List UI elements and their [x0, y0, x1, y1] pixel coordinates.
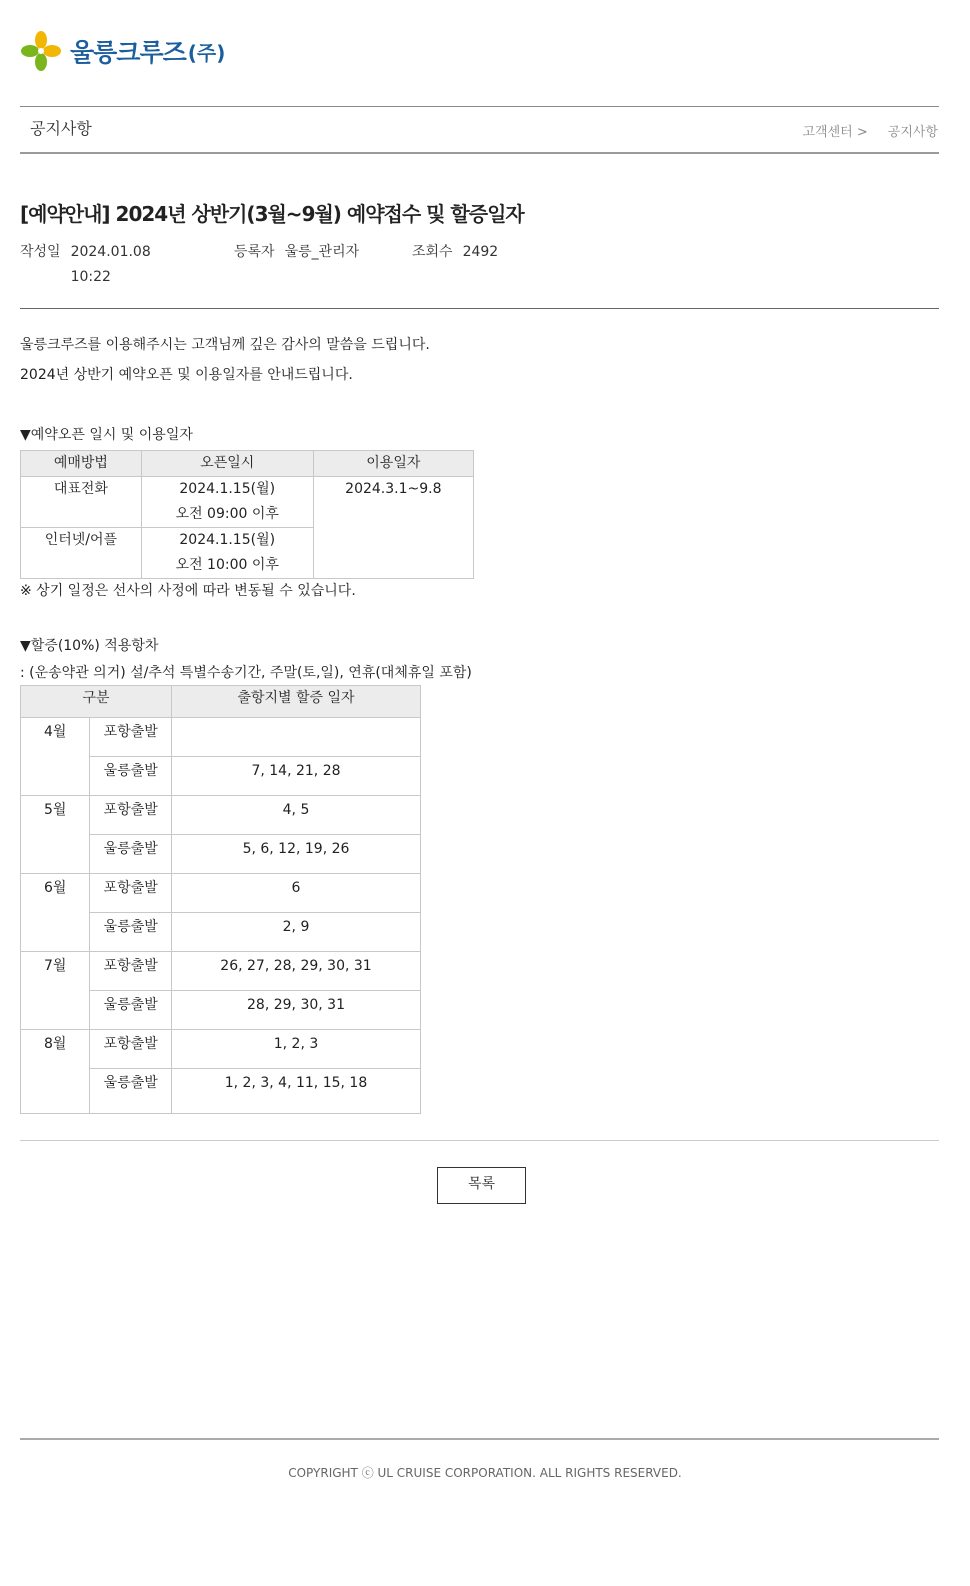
method-cell: 인터넷/어플	[21, 528, 142, 579]
surcharge-dates: 1, 2, 3, 4, 11, 15, 18	[172, 1069, 421, 1114]
author-value: 울릉_관리자	[284, 244, 360, 260]
surcharge-dates: 2, 9	[172, 913, 421, 952]
departure-label: 울릉출발	[90, 1069, 172, 1114]
list-button[interactable]: 목록	[437, 1167, 526, 1204]
surcharge-dates	[172, 718, 421, 757]
footer-divider	[20, 1438, 939, 1440]
open-date: 2024.1.15(월)	[179, 481, 276, 497]
departure-label: 포항출발	[90, 718, 172, 757]
views-label: 조회수	[412, 244, 453, 260]
month-cell: 8월	[21, 1030, 90, 1114]
table-header: 오픈일시	[141, 451, 313, 477]
month-cell: 5월	[21, 796, 90, 874]
open-time: 오전 09:00 이후	[175, 506, 279, 522]
header-divider-top	[20, 106, 939, 107]
content-divider	[20, 308, 939, 309]
open-schedule-table	[20, 450, 474, 579]
table-row	[21, 477, 474, 528]
table-row	[21, 718, 421, 757]
method-cell: 대표전화	[21, 477, 142, 528]
table-header: 예매방법	[21, 451, 142, 477]
views-value: 2492	[462, 244, 499, 260]
section-open-title: ▼예약오픈 일시 및 이용일자	[20, 427, 193, 443]
table-row	[21, 796, 421, 835]
month-cell: 7월	[21, 952, 90, 1030]
open-date: 2024.1.15(월)	[179, 532, 276, 548]
departure-label: 포항출발	[90, 874, 172, 913]
breadcrumb	[783, 121, 939, 140]
open-time: 오전 10:00 이후	[175, 557, 279, 573]
brand-name: 울릉크루즈	[70, 38, 186, 67]
month-cell: 6월	[21, 874, 90, 952]
brand-logo[interactable]	[20, 30, 225, 72]
surcharge-dates: 28, 29, 30, 31	[172, 991, 421, 1030]
date-value: 2024.01.08	[70, 244, 151, 260]
table-header: 출항지별 할증 일자	[172, 686, 421, 718]
breadcrumb-item-support[interactable]: 고객센터 >	[802, 125, 868, 140]
post-title: [예약안내] 2024년 상반기(3월~9월) 예약접수 및 할증일자	[20, 202, 524, 226]
departure-label: 울릉출발	[90, 835, 172, 874]
surcharge-dates: 5, 6, 12, 19, 26	[172, 835, 421, 874]
use-period-cell: 2024.3.1~9.8	[313, 477, 473, 579]
table-header: 구분	[21, 686, 172, 718]
date-label: 작성일	[20, 244, 61, 260]
post-date	[20, 240, 151, 290]
departure-label: 포항출발	[90, 796, 172, 835]
open-cell	[141, 528, 313, 579]
content-end-divider	[20, 1140, 939, 1141]
header-divider-bottom	[20, 152, 939, 154]
surcharge-table	[20, 685, 421, 1114]
surcharge-dates: 7, 14, 21, 28	[172, 757, 421, 796]
author-label: 등록자	[234, 244, 275, 260]
open-cell	[141, 477, 313, 528]
surcharge-subtitle: : (운송약관 의거) 설/추석 특별수송기간, 주말(토,일), 연휴(대체휴일 포함)	[20, 665, 472, 681]
table-header-row	[21, 451, 474, 477]
schedule-note: ※ 상기 일정은 선사의 사정에 따라 변동될 수 있습니다.	[20, 583, 356, 599]
surcharge-dates: 26, 27, 28, 29, 30, 31	[172, 952, 421, 991]
post-content	[20, 330, 939, 1114]
page-title: 공지사항	[30, 119, 92, 138]
table-row	[21, 952, 421, 991]
departure-label: 포항출발	[90, 1030, 172, 1069]
departure-label: 울릉출발	[90, 991, 172, 1030]
post-author	[234, 240, 359, 265]
clover-logo-icon	[20, 30, 62, 72]
intro-line-2: 2024년 상반기 예약오픈 및 이용일자를 안내드립니다.	[20, 367, 353, 383]
table-header: 이용일자	[313, 451, 473, 477]
departure-label: 울릉출발	[90, 913, 172, 952]
time-value: 10:22	[70, 269, 111, 285]
surcharge-dates: 1, 2, 3	[172, 1030, 421, 1069]
surcharge-dates: 6	[172, 874, 421, 913]
brand-suffix: (주)	[187, 40, 226, 65]
post-views	[412, 240, 498, 265]
section-surcharge-title: ▼할증(10%) 적용항차	[20, 638, 159, 654]
surcharge-dates: 4, 5	[172, 796, 421, 835]
departure-label: 울릉출발	[90, 757, 172, 796]
footer-copyright: COPYRIGHT ⓒ UL CRUISE CORPORATION. ALL RIGHTS RESERVED.	[288, 1466, 682, 1480]
table-row	[21, 874, 421, 913]
table-header-row	[21, 686, 421, 718]
intro-line-1: 울릉크루즈를 이용해주시는 고객님께 깊은 감사의 말씀을 드립니다.	[20, 337, 430, 353]
breadcrumb-item-notice[interactable]: 공지사항	[887, 125, 938, 140]
table-row	[21, 1030, 421, 1069]
month-cell: 4월	[21, 718, 90, 796]
departure-label: 포항출발	[90, 952, 172, 991]
